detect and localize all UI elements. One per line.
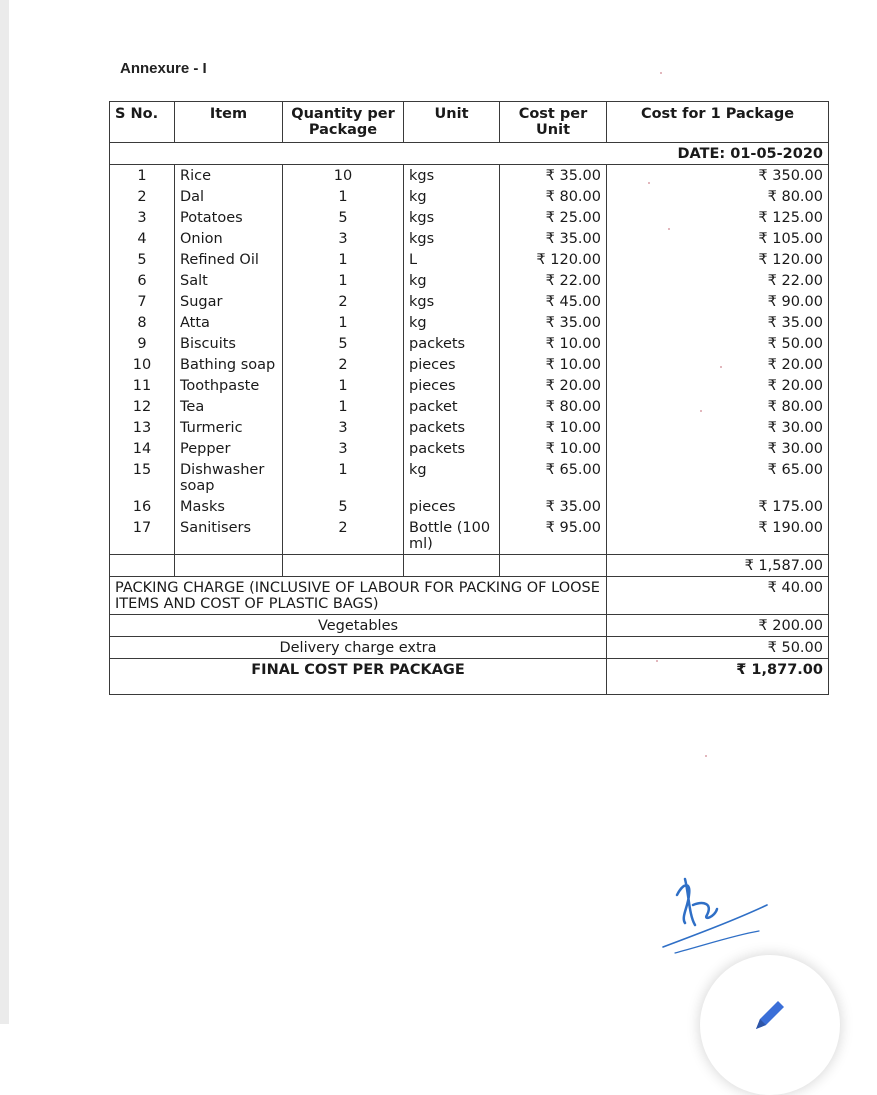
cell-item: Sanitisers (175, 517, 283, 555)
page-edge (0, 0, 9, 1024)
col-qty-header-line1: Quantity per (291, 106, 395, 122)
page-title: Annexure - I (120, 60, 207, 77)
col-sno-header: S No. (110, 102, 175, 143)
cell-sno: 13 (110, 417, 175, 438)
col-qty-header-line2: Package (308, 122, 378, 138)
cell-unit: packet (404, 396, 500, 417)
cell-total: ₹ 175.00 (607, 496, 829, 517)
cell-item: Rice (175, 165, 283, 187)
packing-label: PACKING CHARGE (INCLUSIVE OF LABOUR FOR PACKING OF LOOSE ITEMS AND COST OF PLASTIC BAGS) (110, 577, 607, 615)
cell-cost: ₹ 10.00 (500, 333, 607, 354)
table-row (110, 496, 829, 517)
vegetables-value: ₹ 200.00 (607, 615, 829, 637)
cell-sno: 1 (110, 165, 175, 187)
cost-table (109, 101, 829, 695)
cell-qty: 1 (283, 459, 404, 496)
cell-cost: ₹ 45.00 (500, 291, 607, 312)
scan-speck (700, 410, 702, 412)
cell-sno: 2 (110, 186, 175, 207)
cell-unit: pieces (404, 375, 500, 396)
cell-unit: kg (404, 312, 500, 333)
cell-unit: kgs (404, 228, 500, 249)
cell-total: ₹ 20.00 (607, 354, 829, 375)
cell-total: ₹ 22.00 (607, 270, 829, 291)
table-row (110, 270, 829, 291)
cell-cost: ₹ 10.00 (500, 354, 607, 375)
cell-unit: packets (404, 438, 500, 459)
col-package-header: Cost for 1 Package (607, 102, 829, 143)
cell-cost: ₹ 120.00 (500, 249, 607, 270)
table-row (110, 417, 829, 438)
col-cost-header-line2: Unit (536, 122, 570, 138)
cell-cost: ₹ 10.00 (500, 438, 607, 459)
cell-sno: 4 (110, 228, 175, 249)
cell-unit: packets (404, 333, 500, 354)
cell-cost: ₹ 35.00 (500, 496, 607, 517)
scan-speck (656, 660, 658, 662)
table-row (110, 438, 829, 459)
delivery-label: Delivery charge extra (110, 637, 607, 659)
cell-cost: ₹ 35.00 (500, 312, 607, 333)
cell-unit: kg (404, 459, 500, 496)
cell-total: ₹ 50.00 (607, 333, 829, 354)
scan-speck (668, 228, 670, 230)
col-item-header: Item (175, 102, 283, 143)
cell-cost: ₹ 10.00 (500, 417, 607, 438)
cell-qty: 1 (283, 270, 404, 291)
cell-item: Dal (175, 186, 283, 207)
cell-cost: ₹ 95.00 (500, 517, 607, 555)
empty-cell (500, 555, 607, 577)
cell-qty: 1 (283, 375, 404, 396)
cell-cost: ₹ 20.00 (500, 375, 607, 396)
empty-cell (175, 555, 283, 577)
packing-row (110, 577, 829, 615)
cell-total: ₹ 35.00 (607, 312, 829, 333)
cell-item: Turmeric (175, 417, 283, 438)
cell-cost: ₹ 35.00 (500, 165, 607, 187)
cell-unit: L (404, 249, 500, 270)
table-row (110, 249, 829, 270)
cell-total: ₹ 80.00 (607, 396, 829, 417)
cell-item: Dishwasher soap (175, 459, 283, 496)
table-row (110, 291, 829, 312)
cell-sno: 10 (110, 354, 175, 375)
cell-item: Biscuits (175, 333, 283, 354)
cell-qty: 3 (283, 438, 404, 459)
cell-sno: 12 (110, 396, 175, 417)
table-row (110, 333, 829, 354)
scan-speck (720, 366, 722, 368)
cell-unit: packets (404, 417, 500, 438)
cell-qty: 5 (283, 207, 404, 228)
cell-item: Potatoes (175, 207, 283, 228)
packing-value: ₹ 40.00 (607, 577, 829, 615)
cell-sno: 6 (110, 270, 175, 291)
cell-qty: 10 (283, 165, 404, 187)
cell-sno: 9 (110, 333, 175, 354)
vegetables-label: Vegetables (110, 615, 607, 637)
cell-qty: 2 (283, 517, 404, 555)
scan-speck (660, 72, 662, 74)
cell-cost: ₹ 25.00 (500, 207, 607, 228)
col-qty-header (283, 102, 404, 143)
cell-qty: 1 (283, 396, 404, 417)
cell-total: ₹ 80.00 (607, 186, 829, 207)
cell-unit: Bottle (100 ml) (404, 517, 500, 555)
table-row (110, 517, 829, 555)
scan-speck (705, 755, 707, 757)
table-row (110, 165, 829, 187)
date-label: DATE: 01-05-2020 (110, 143, 829, 165)
cell-qty: 5 (283, 496, 404, 517)
signature-icon (655, 865, 775, 955)
cell-item: Masks (175, 496, 283, 517)
cell-cost: ₹ 80.00 (500, 396, 607, 417)
cell-sno: 16 (110, 496, 175, 517)
cell-qty: 3 (283, 228, 404, 249)
cell-item: Pepper (175, 438, 283, 459)
delivery-value: ₹ 50.00 (607, 637, 829, 659)
edit-fab-button[interactable] (700, 955, 840, 1095)
col-cost-header (500, 102, 607, 143)
empty-cell (404, 555, 500, 577)
cell-unit: kgs (404, 291, 500, 312)
cell-unit: kg (404, 270, 500, 291)
cell-qty: 1 (283, 186, 404, 207)
table-row (110, 186, 829, 207)
cell-total: ₹ 350.00 (607, 165, 829, 187)
cell-total: ₹ 120.00 (607, 249, 829, 270)
cell-total: ₹ 20.00 (607, 375, 829, 396)
cell-unit: pieces (404, 496, 500, 517)
table-row (110, 396, 829, 417)
cell-qty: 1 (283, 312, 404, 333)
cell-total: ₹ 30.00 (607, 438, 829, 459)
empty-cell (283, 555, 404, 577)
cell-sno: 15 (110, 459, 175, 496)
table-row (110, 207, 829, 228)
vegetables-row (110, 615, 829, 637)
cell-sno: 7 (110, 291, 175, 312)
cell-sno: 11 (110, 375, 175, 396)
table-row (110, 312, 829, 333)
cell-sno: 5 (110, 249, 175, 270)
cell-qty: 2 (283, 354, 404, 375)
subtotal-row (110, 555, 829, 577)
cell-item: Onion (175, 228, 283, 249)
table-row (110, 228, 829, 249)
cell-unit: pieces (404, 354, 500, 375)
cell-unit: kgs (404, 207, 500, 228)
cell-total: ₹ 190.00 (607, 517, 829, 555)
cell-sno: 17 (110, 517, 175, 555)
cell-cost: ₹ 80.00 (500, 186, 607, 207)
table-row (110, 354, 829, 375)
cell-qty: 3 (283, 417, 404, 438)
cell-item: Salt (175, 270, 283, 291)
cell-cost: ₹ 65.00 (500, 459, 607, 496)
delivery-row (110, 637, 829, 659)
subtotal-value: ₹ 1,587.00 (607, 555, 829, 577)
cell-cost: ₹ 22.00 (500, 270, 607, 291)
cell-qty: 5 (283, 333, 404, 354)
cell-unit: kgs (404, 165, 500, 187)
cell-qty: 1 (283, 249, 404, 270)
header-row (110, 102, 829, 143)
cell-item: Sugar (175, 291, 283, 312)
cell-item: Tea (175, 396, 283, 417)
cell-item: Bathing soap (175, 354, 283, 375)
cell-total: ₹ 90.00 (607, 291, 829, 312)
col-unit-header: Unit (404, 102, 500, 143)
table-row (110, 459, 829, 496)
cell-total: ₹ 30.00 (607, 417, 829, 438)
col-cost-header-line1: Cost per (518, 106, 588, 122)
pencil-edit-icon (750, 995, 790, 1035)
cell-sno: 14 (110, 438, 175, 459)
scan-speck (648, 182, 650, 184)
date-row (110, 143, 829, 165)
cell-cost: ₹ 35.00 (500, 228, 607, 249)
table-row (110, 375, 829, 396)
final-row (110, 659, 829, 695)
cell-total: ₹ 125.00 (607, 207, 829, 228)
cell-sno: 8 (110, 312, 175, 333)
cell-item: Atta (175, 312, 283, 333)
cell-item: Refined Oil (175, 249, 283, 270)
cell-total: ₹ 65.00 (607, 459, 829, 496)
empty-cell (110, 555, 175, 577)
cell-item: Toothpaste (175, 375, 283, 396)
cell-sno: 3 (110, 207, 175, 228)
cell-unit: kg (404, 186, 500, 207)
final-label: FINAL COST PER PACKAGE (110, 659, 607, 695)
cell-total: ₹ 105.00 (607, 228, 829, 249)
cell-qty: 2 (283, 291, 404, 312)
final-value: ₹ 1,877.00 (607, 659, 829, 695)
